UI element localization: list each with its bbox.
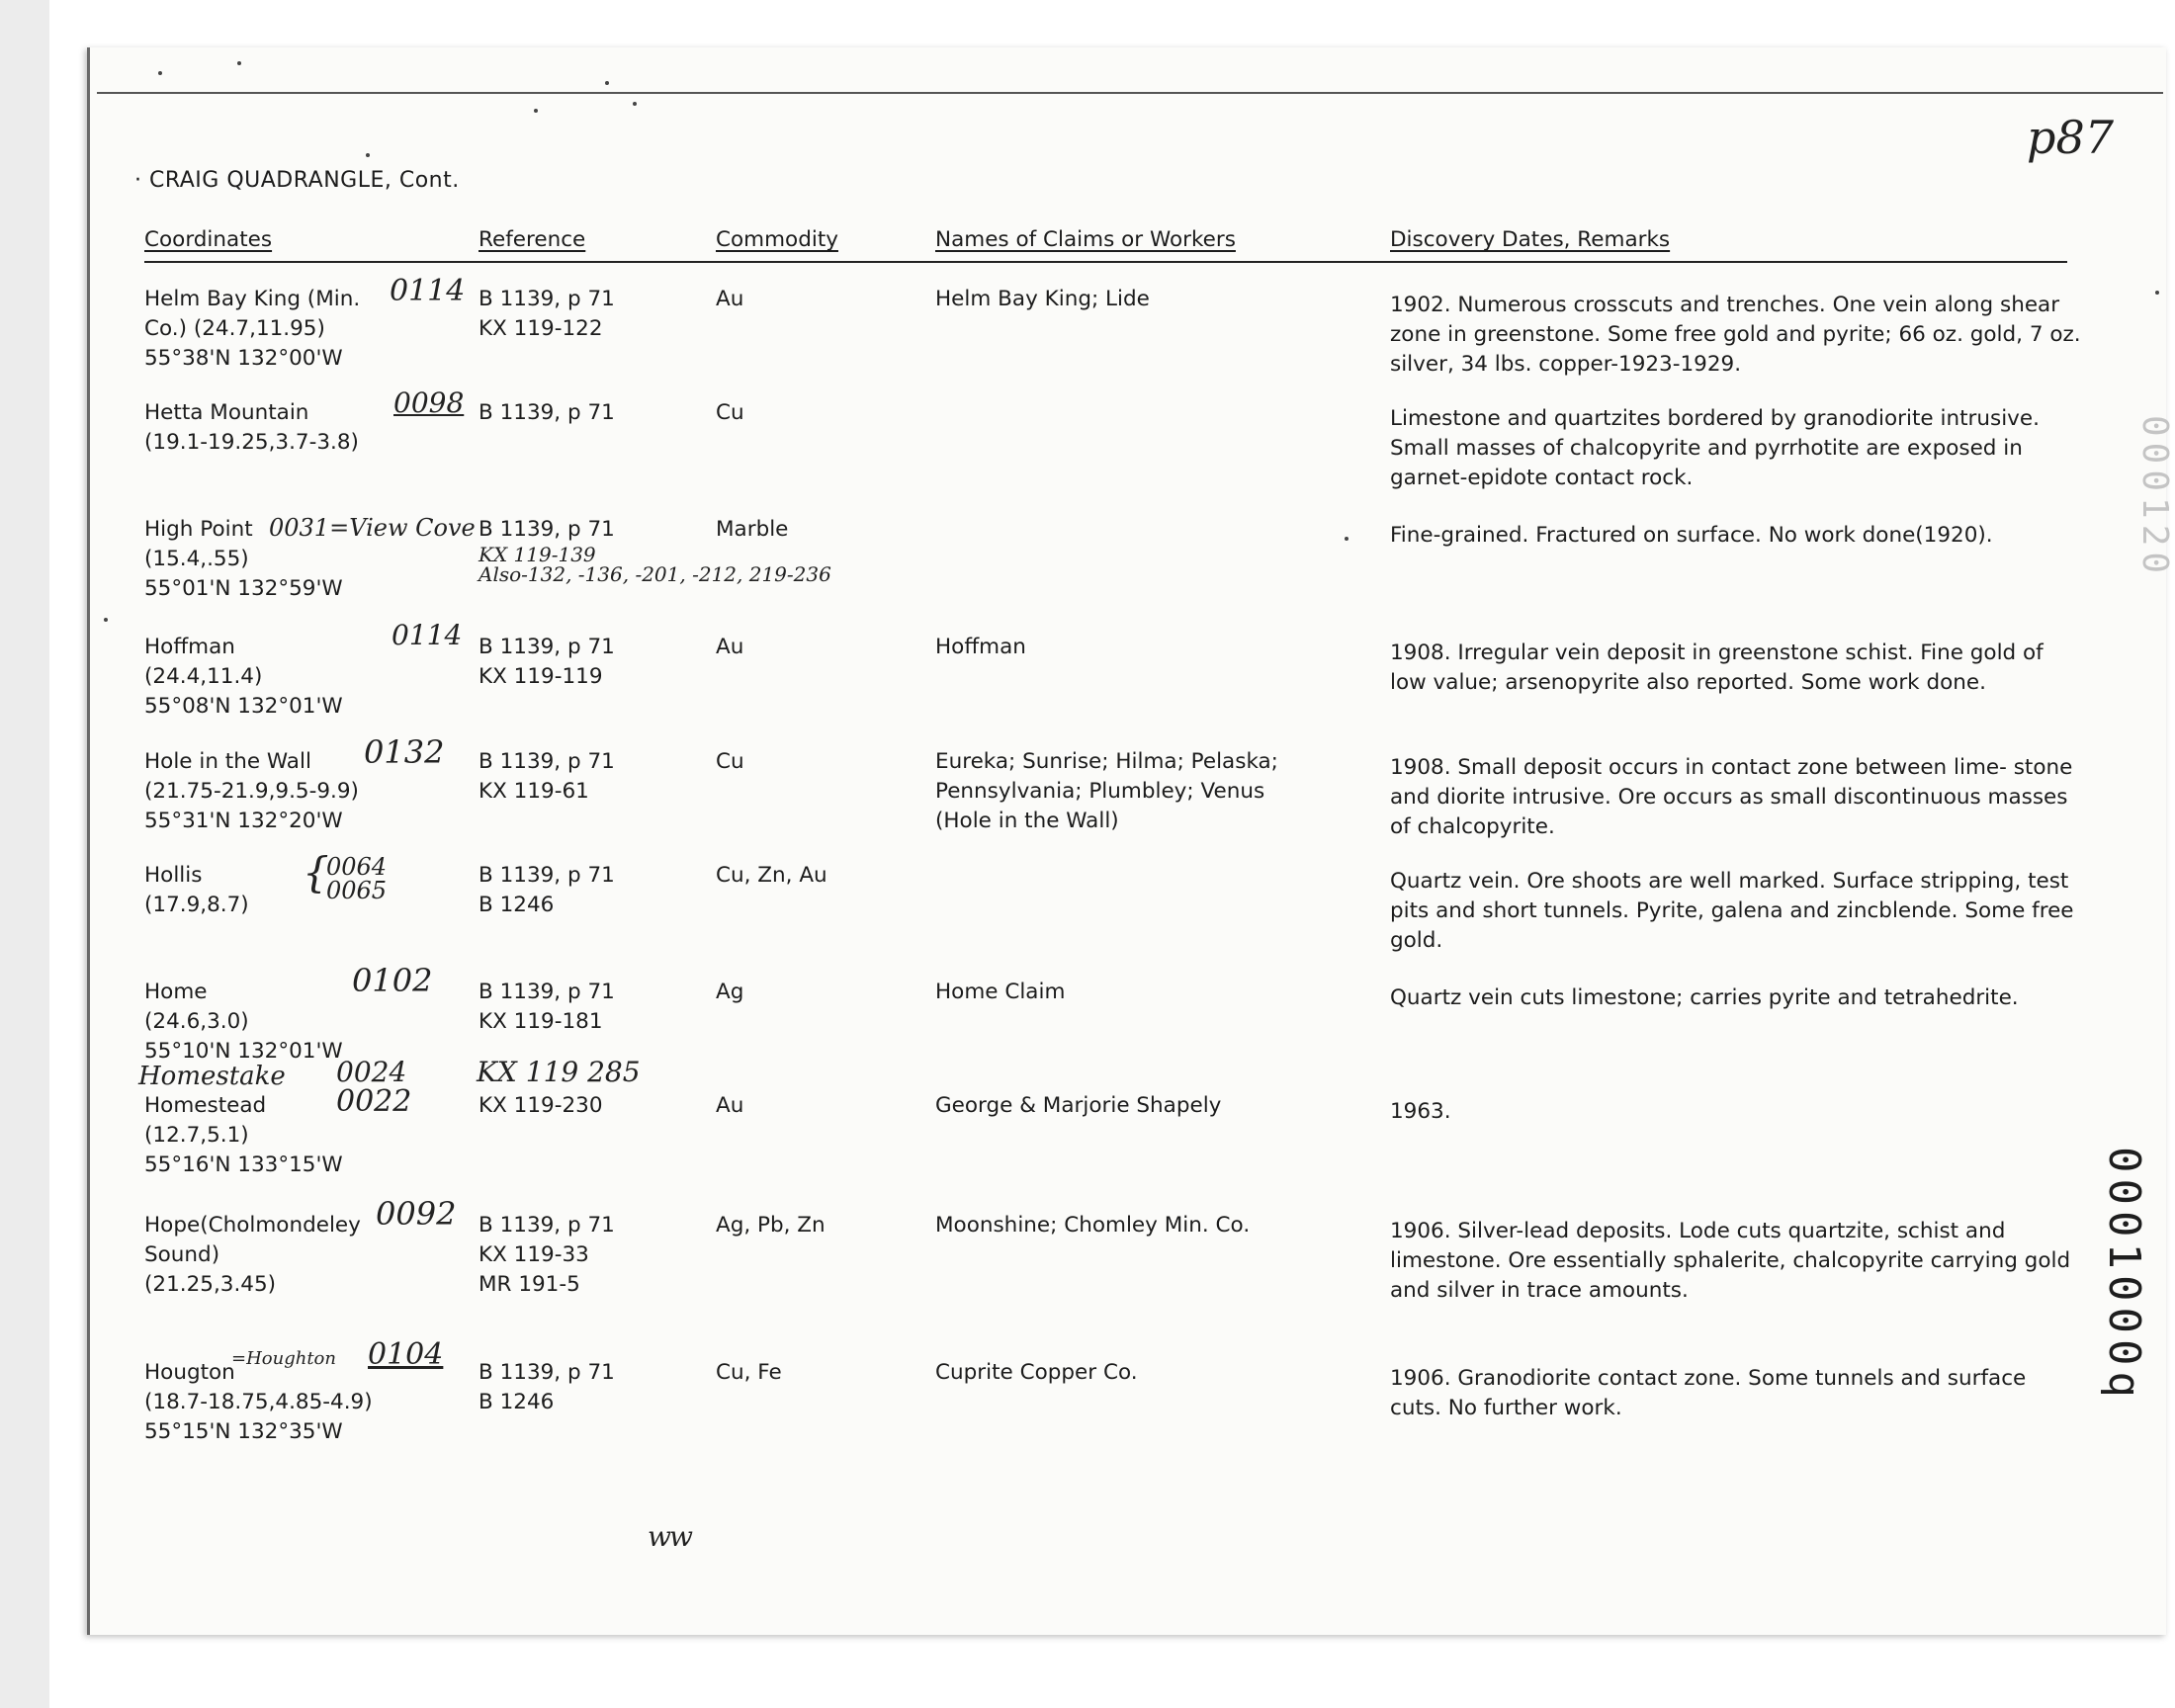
handwritten-code: 0114: [392, 619, 463, 651]
handwritten-code: 0102: [352, 962, 433, 999]
scan-speck: [237, 61, 241, 65]
remarks-cell: 1902. Numerous crosscuts and trenches. One vein along shear zone in greenstone. Some free gold and pyrite; 66 oz. gold, 7 oz. silver, 34 lbs. copper-1923-1929.: [1390, 293, 2081, 377]
top-rule: [97, 92, 2163, 94]
col-header-reference: Reference: [478, 227, 586, 252]
remarks-cell: Fine-grained. Fractured on surface. No work done(1920).: [1390, 523, 1993, 548]
reference-line: KX 119-33: [478, 1242, 589, 1267]
reference-line: B 1139, p 71: [478, 287, 615, 311]
remarks-cell: 1906. Granodiorite contact zone. Some tunnels and surface cuts. No further work.: [1390, 1366, 2027, 1420]
scan-speck: [1345, 537, 1348, 541]
names-line: George & Marjorie Shapely: [935, 1093, 1222, 1118]
handwritten-reference: KX 119-139: [478, 543, 596, 566]
reference-cell: [478, 978, 706, 1037]
coord-line: 55°10'N 132°01'W: [144, 1039, 343, 1064]
reference-cell: [478, 1211, 706, 1300]
reference-line: KX 119-122: [478, 316, 603, 341]
names-line: Eureka; Sunrise; Hilma; Pelaska;: [935, 749, 1278, 774]
handwritten-code: 0098: [393, 386, 465, 419]
coord-line: 55°08'N 132°01'W: [144, 694, 343, 719]
scan-speck: [104, 618, 108, 622]
mineral-occurrence-table: [138, 225, 2081, 1444]
reference-line: B 1139, p 71: [478, 517, 615, 542]
coord-line: Hoffman: [144, 635, 235, 659]
scan-margin: [0, 0, 49, 1708]
stamp-number-bottom: 0001000q: [2099, 1147, 2149, 1404]
scribble-mark: ww: [648, 1520, 691, 1553]
scan-speck: [158, 71, 162, 75]
commodity-cell: Au: [716, 635, 744, 659]
handwritten-code: 0022: [336, 1084, 412, 1119]
remarks-cell: 1906. Silver-lead deposits. Lode cuts quartzite, schist and limestone. Ore essentially sphalerite, chalcopyrite carrying gold and silver in trace amounts.: [1390, 1219, 2071, 1303]
handwritten-reference: Also-132, -136, -201, -212, 219-236: [478, 562, 831, 586]
reference-line: B 1139, p 71: [478, 1213, 615, 1238]
names-cell: [935, 747, 1360, 836]
handwritten-code: 0092: [376, 1195, 457, 1233]
col-header-names: Names of Claims or Workers: [935, 227, 1236, 252]
handwritten-code: 0104: [368, 1337, 444, 1372]
names-cell: [935, 1091, 1360, 1121]
coord-line: Helm Bay King (Min.: [144, 287, 361, 311]
commodity-cell: Cu: [716, 749, 744, 774]
coord-line: Hetta Mountain: [144, 400, 309, 425]
handwritten-code: 0114: [390, 274, 466, 308]
commodity-cell: Au: [716, 1093, 744, 1118]
commodity-cell: Ag: [716, 980, 744, 1004]
col-header-remarks: Discovery Dates, Remarks: [1390, 227, 1671, 252]
coord-line: (21.75-21.9,9.5-9.9): [144, 779, 359, 804]
scan-speck: [605, 81, 609, 85]
commodity-cell: Ag, Pb, Zn: [716, 1213, 826, 1238]
coord-line: Hope(Cholmondeley: [144, 1213, 361, 1238]
reference-line: B 1139, p 71: [478, 749, 615, 774]
coord-line: Hougton: [144, 1360, 235, 1385]
remarks-cell: Limestone and quartzites bordered by granodiorite intrusive. Small masses of chalcopyrite and pyrrhotite are exposed in garnet-epidote contact rock.: [1390, 406, 2040, 490]
coord-line: High Point: [144, 517, 253, 542]
reference-cell: [478, 861, 706, 920]
remarks-cell: 1963.: [1390, 1099, 1451, 1124]
commodity-cell: Cu: [716, 400, 744, 425]
handwritten-code: 0064: [326, 853, 388, 881]
handwritten-code: 0031=View Cove: [269, 514, 476, 542]
reference-cell: [478, 1358, 706, 1417]
remarks-cell: Quartz vein cuts limestone; carries pyrite and tetrahedrite.: [1390, 985, 2019, 1010]
coord-line: 55°16'N 133°15'W: [144, 1153, 343, 1177]
handwritten-code: 0065: [326, 877, 388, 904]
reference-cell: [478, 398, 706, 428]
commodity-cell: Marble: [716, 517, 789, 542]
handwritten-code: 0024: [336, 1056, 407, 1088]
coord-line: Sound): [144, 1242, 220, 1267]
reference-cell: [478, 633, 706, 692]
col-header-commodity: Commodity: [716, 227, 838, 252]
names-line: Hoffman: [935, 635, 1026, 659]
handwritten-reference: KX 119 285: [477, 1056, 641, 1088]
reference-cell: [478, 1091, 706, 1121]
coord-line: Co.) (24.7,11.95): [144, 316, 325, 341]
commodity-cell: Cu, Zn, Au: [716, 863, 827, 888]
coordinates-cell: [144, 1091, 480, 1180]
scan-speck: [534, 109, 538, 113]
coord-line: 55°01'N 132°59'W: [144, 576, 343, 601]
coord-line: (18.7-18.75,4.85-4.9): [144, 1390, 373, 1414]
reference-line: KX 119-61: [478, 779, 589, 804]
reference-line: MR 191-5: [478, 1272, 580, 1297]
names-cell: [935, 1358, 1360, 1388]
names-line: Cuprite Copper Co.: [935, 1360, 1138, 1385]
commodity-cell: Au: [716, 287, 744, 311]
coord-line: (12.7,5.1): [144, 1123, 249, 1148]
stamp-number-top: 000120: [2134, 415, 2175, 580]
reference-line: KX 119-230: [478, 1093, 603, 1118]
coord-line: Hollis: [144, 863, 203, 888]
coord-line: (24.4,11.4): [144, 664, 263, 689]
coord-line: Hole in the Wall: [144, 749, 311, 774]
scan-speck: [2155, 291, 2159, 295]
coord-line: (21.25,3.45): [144, 1272, 277, 1297]
names-line: Pennsylvania; Plumbley; Venus: [935, 779, 1265, 804]
coord-line: Homestead: [144, 1093, 267, 1118]
page-title-text: CRAIG QUADRANGLE, Cont.: [149, 168, 460, 193]
scan-speck: [366, 153, 370, 157]
names-cell: [935, 633, 1360, 662]
reference-line: B 1139, p 71: [478, 980, 615, 1004]
coord-line: (17.9,8.7): [144, 893, 249, 917]
coord-line: (15.4,.55): [144, 547, 249, 571]
bracket-mark: {: [303, 848, 329, 897]
reference-line: KX 119-181: [478, 1009, 603, 1034]
remarks-cell: 1908. Irregular vein deposit in greenstone schist. Fine gold of low value; arsenopyrite also reported. Some work done.: [1390, 640, 2044, 695]
coord-line: 55°15'N 132°35'W: [144, 1419, 343, 1444]
reference-line: B 1139, p 71: [478, 863, 615, 888]
reference-line: B 1139, p 71: [478, 635, 615, 659]
coord-line: Home: [144, 980, 208, 1004]
names-cell: [935, 285, 1360, 314]
names-line: (Hole in the Wall): [935, 809, 1119, 833]
handwritten-name: =Houghton: [231, 1348, 336, 1369]
scan-speck: [633, 102, 637, 106]
reference-cell: [478, 747, 706, 807]
reference-line: B 1139, p 71: [478, 1360, 615, 1385]
reference-line: B 1139, p 71: [478, 400, 615, 425]
reference-cell: [478, 285, 706, 344]
coord-line: 55°38'N 132°00'W: [144, 346, 343, 371]
reference-line: B 1246: [478, 893, 555, 917]
names-cell: [935, 978, 1360, 1007]
reference-line: B 1246: [478, 1390, 555, 1414]
handwritten-code: 0132: [364, 733, 445, 771]
remarks-cell: 1908. Small deposit occurs in contact zone between lime- stone and diorite intrusive. Ore occurs as small discontinuous masses of chalcopyrite.: [1390, 755, 2073, 839]
handwritten-name: Homestake: [138, 1062, 286, 1091]
coord-line: (24.6,3.0): [144, 1009, 249, 1034]
table-header: [144, 225, 2067, 263]
names-cell: [935, 1211, 1360, 1240]
names-line: Home Claim: [935, 980, 1066, 1004]
commodity-cell: Cu, Fe: [716, 1360, 782, 1385]
coord-line: (19.1-19.25,3.7-3.8): [144, 430, 359, 455]
col-header-coordinates: Coordinates: [144, 227, 273, 252]
remarks-cell: Quartz vein. Ore shoots are well marked. Surface stripping, test pits and short tunnels. Pyrite, galena and zincblende. Some free gold.: [1390, 869, 2074, 953]
page-title: · CRAIG QUADRANGLE, Cont.: [134, 168, 460, 193]
names-line: Moonshine; Chomley Min. Co.: [935, 1213, 1251, 1238]
names-line: Helm Bay King; Lide: [935, 287, 1150, 311]
coord-line: 55°31'N 132°20'W: [144, 809, 343, 833]
reference-line: KX 119-119: [478, 664, 603, 689]
handwritten-page-number: p87: [2027, 111, 2114, 164]
